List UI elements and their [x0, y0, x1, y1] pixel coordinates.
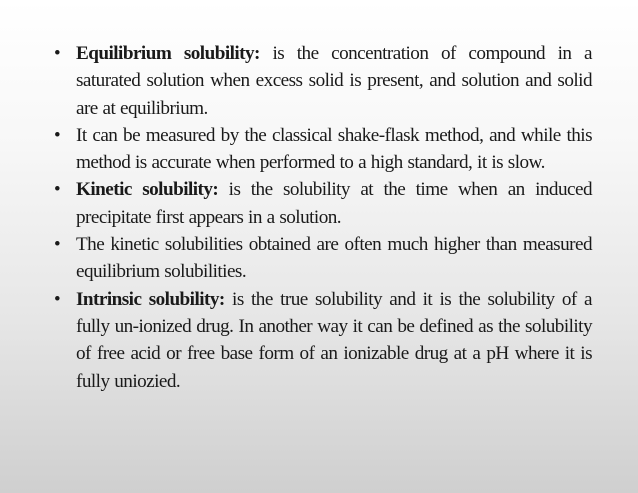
- bullet-text: is the concentration of compound in a saturated solution when excess solid is present, and solution and solid are at equilibrium.: [76, 43, 592, 119]
- bullet-icon: •: [54, 234, 61, 256]
- bullet-list: [52, 40, 592, 395]
- bullet-kinetic-comparison: [52, 231, 592, 286]
- term-label: Equilibrium solubility:: [76, 43, 260, 64]
- bullet-equilibrium-solubility: [52, 40, 592, 122]
- bullet-text: is the solubility at the time when an induced precipitate first appears in a solution.: [76, 179, 592, 228]
- bullet-intrinsic-solubility: [52, 286, 592, 395]
- bullet-text: is the true solubility and it is the solubility of a fully un-ionized drug. In another way it can be defined as the solubility of free acid or free base form of an ionizable drug at a pH where it is fully uniozied.: [76, 288, 592, 392]
- term-label: Kinetic solubility:: [76, 179, 219, 201]
- bullet-text: The kinetic solubilities obtained are often much higher than measured equilibrium solubilities.: [76, 234, 592, 283]
- bullet-text: It can be measured by the classical shake-flask method, and while this method is accurate when performed to a high standard, it is slow.: [76, 124, 592, 174]
- bullet-icon: •: [54, 43, 61, 64]
- bullet-shake-flask: [52, 122, 592, 177]
- term-label: Intrinsic solubility:: [76, 288, 225, 310]
- bullet-icon: •: [54, 288, 61, 310]
- bullet-kinetic-solubility: [52, 176, 592, 231]
- bullet-icon: •: [54, 179, 61, 201]
- bullet-icon: •: [54, 124, 61, 146]
